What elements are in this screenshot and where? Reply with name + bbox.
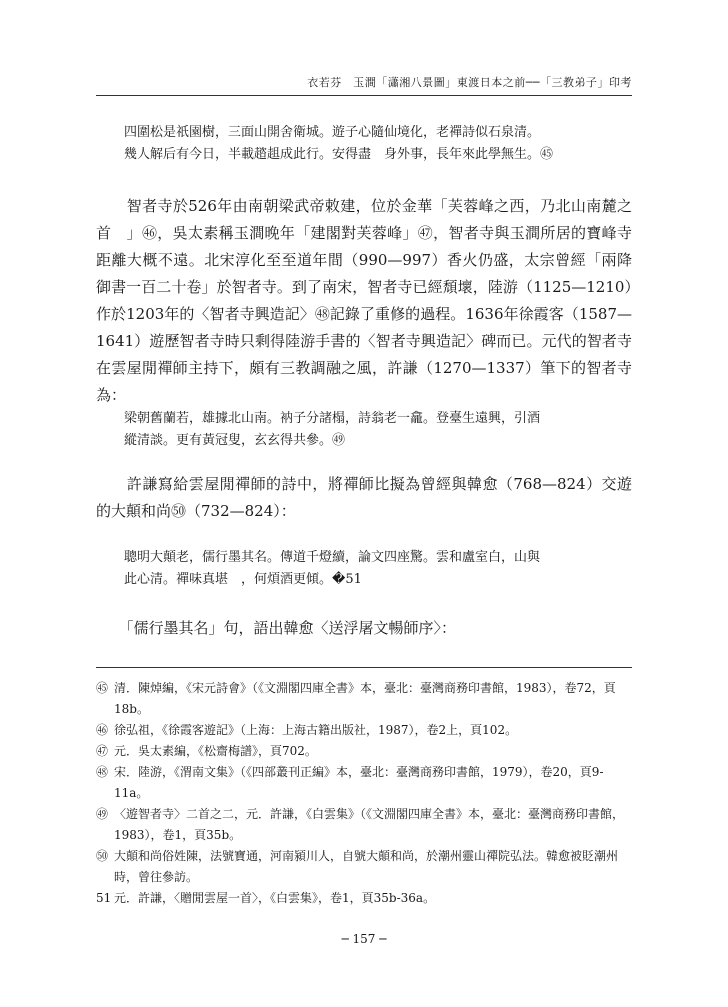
body-paragraph-3: [96, 615, 632, 642]
verse-line: 縱清談。更有黃冠叟，玄玄得共參。㊾: [124, 433, 346, 448]
verse-line: 聰明大顛老，儒行墨其名。傳道千燈續，論文四座驚。雲和盧室白，山與: [124, 550, 541, 565]
verse-quote-2: [124, 408, 624, 452]
footnote-text: 清．陳焯編，《宋元詩會》（《文淵閣四庫全書》本，臺北：臺灣商務印書館，1983），卷72，頁18b。: [114, 681, 616, 716]
footnote-50: [96, 846, 636, 888]
footnote-45: [96, 678, 636, 720]
running-header: 衣若芬 玉澗「瀟湘八景圖」東渡日本之前──「三教弟子」印考: [307, 76, 632, 89]
verse-line: 四圍松是祇園樹，三面山開舍衛城。遊子心隨仙境化，老禪詩似石泉清。: [124, 125, 541, 140]
footnote-text: 元．吳太素編，《松齋梅譜》，頁702。: [114, 744, 317, 758]
paragraph-text: 許謙寫給雲屋閒禪師的詩中，將禪師比擬為曾經與韓愈（768—824）交遊的大顛和尚㊿（732—824）：: [96, 475, 632, 520]
verse-quote-3: [124, 547, 624, 591]
body-paragraph-1: [96, 193, 632, 409]
footnote-rule: [96, 667, 632, 668]
footnote-number: 51: [96, 891, 112, 905]
footnote-text: 宋．陸游，《渭南文集》（《四部叢刊正編》本，臺北：臺灣商務印書館，1979），卷20，頁9-11a。: [114, 765, 604, 800]
verse-quote-1: [124, 122, 624, 166]
body-paragraph-2: [96, 471, 632, 525]
footnote-text: 徐弘祖，《徐霞客遊記》（上海：上海古籍出版社，1987），卷2上，頁102。: [114, 723, 518, 737]
footnote-49: [96, 804, 636, 846]
page-number: ─ 157 ─: [341, 932, 387, 946]
footnote-51: [96, 888, 636, 909]
footnote-number: ㊺: [96, 681, 109, 695]
footnote-46: [96, 720, 636, 741]
paragraph-text: 「儒行墨其名」句，語出韓愈〈送浮屠文暢師序〉：: [96, 619, 457, 637]
footnote-number: ㊼: [96, 744, 109, 758]
footnote-number: ㊿: [96, 849, 109, 863]
footnote-47: [96, 741, 636, 762]
footnote-48: [96, 762, 636, 804]
verse-line: 幾人解后有今日，半載趦趄成此行。安得盡 身外事，長年來此學無生。㊺: [124, 147, 554, 162]
paragraph-text: 智者寺於526年由南朝梁武帝敕建，位於金華「芙蓉峰之西，乃北山南麓之首 」㊻，吳太素稱玉澗晚年「建閣對芙蓉峰」㊼，智者寺與玉澗所居的寶峰寺距離大概不遠。北宋淳化至至道年間（990—997）香火仍盛，太宗曾經「兩降御書一百二十卷」於智者寺。到了南宋，智者寺已經頹壞，陸游（1125—1210）作於1203年的〈智者寺興造記〉㊽記錄了重修的過程。1636年徐霞客（1587—1641）遊歷智者寺時只剩得陸游手書的〈智者寺興造記〉碑而已。元代的智者寺在雲屋閒禪師主持下，頗有三教調融之風，許謙（1270—1337）筆下的智者寺為：: [96, 197, 632, 404]
footnote-text: 元．許謙，〈贈閒雲屋一首〉，《白雲集》，卷1，頁35b-36a。: [114, 891, 436, 905]
verse-line: 此心清。禪味真堪 ，何煩酒更傾。�51: [124, 572, 362, 587]
footnotes: [96, 678, 636, 909]
footnote-text: 〈遊智者寺〉二首之二，元．許謙，《白雲集》（《文淵閣四庫全書》本，臺北：臺灣商務印書館，1983），卷1，頁35b。: [114, 807, 625, 842]
footnote-number: ㊾: [96, 807, 109, 821]
verse-line: 梁朝舊蘭若，雄據北山南。衲子分諸榻，詩翁老一龕。登臺生遠興，引酒: [124, 411, 541, 426]
header-rule: [96, 95, 632, 96]
footnote-number: ㊽: [96, 765, 109, 779]
footnote-text: 大顛和尚俗姓陳，法號寶通，河南潁川人，自號大顛和尚，於潮州靈山禪院弘法。韓愈被貶潮州時，曾往參訪。: [114, 849, 619, 884]
footnote-number: ㊻: [96, 723, 109, 737]
